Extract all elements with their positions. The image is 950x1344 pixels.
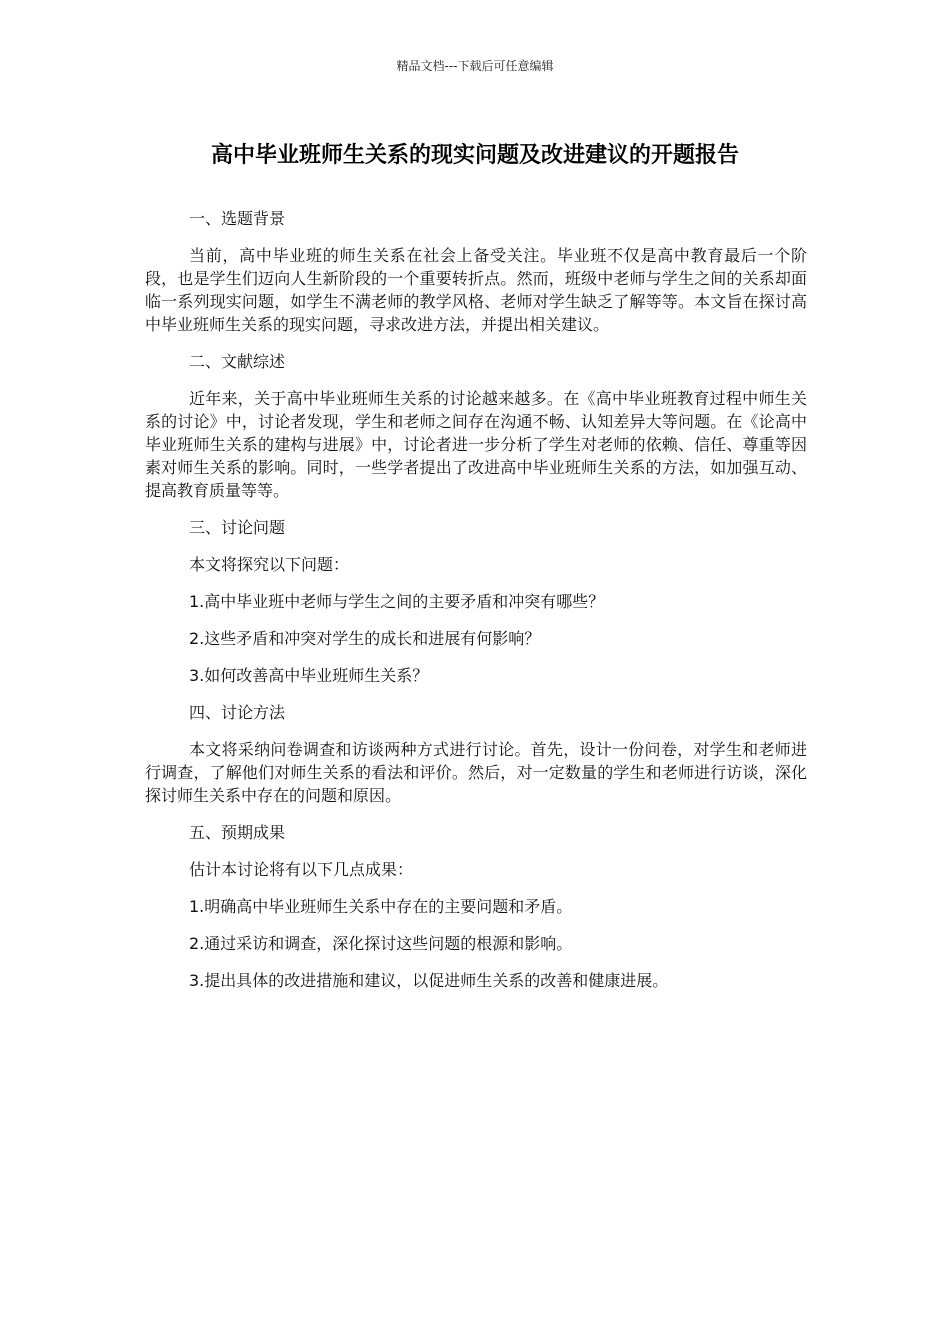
section-heading-questions: 三、讨论问题 (189, 518, 286, 537)
section-heading-background: 一、选题背景 (189, 209, 286, 228)
document-body (145, 207, 807, 1006)
section-paragraph-literature: 近年来，关于高中毕业班师生关系的讨论越来越多。在《高中毕业班教育过程中师生关系的讨论》中，讨论者发现，学生和老师之间存在沟通不畅、认知差异大等问题。在《论高中毕业班师生关系的建构与进展》中，讨论者进一步分析了学生对老师的依赖、信任、尊重等因素对师生关系的影响。同时，一些学者提出了改进高中毕业班师生关系的方法，如加强互动、提高教育质量等等。 (145, 389, 807, 500)
document-title: 高中毕业班师生关系的现实问题及改进建议的开题报告 (210, 143, 739, 168)
outcomes-intro: 估计本讨论将有以下几点成果： (189, 860, 414, 879)
section-heading-outcomes: 五、预期成果 (189, 823, 286, 842)
outcome-item: 3.提出具体的改进措施和建议，以促进师生关系的改善和健康进展。 (189, 971, 669, 990)
questions-intro: 本文将探究以下问题： (189, 555, 350, 574)
section-heading-literature: 二、文献综述 (189, 352, 286, 371)
question-item: 1.高中毕业班中老师与学生之间的主要矛盾和冲突有哪些？ (189, 592, 605, 611)
section-heading-methods: 四、讨论方法 (189, 703, 286, 722)
section-paragraph-background: 当前，高中毕业班的师生关系在社会上备受关注。毕业班不仅是高中教育最后一个阶段，也是学生们迈向人生新阶段的一个重要转折点。然而，班级中老师与学生之间的关系却面临一系列现实问题，如学生不满老师的教学风格、老师对学生缺乏了解等等。本文旨在探讨高中毕业班师生关系的现实问题，寻求改进方法，并提出相关建议。 (145, 246, 807, 334)
section-paragraph-methods: 本文将采纳问卷调查和访谈两种方式进行讨论。首先，设计一份问卷，对学生和老师进行调查，了解他们对师生关系的看法和评价。然后，对一定数量的学生和老师进行访谈，深化探讨师生关系中存在的问题和原因。 (145, 740, 807, 805)
question-item: 2.这些矛盾和冲突对学生的成长和进展有何影响？ (189, 629, 541, 648)
header-note: 精品文档---下载后可任意编辑 (396, 59, 554, 73)
question-item: 3.如何改善高中毕业班师生关系？ (189, 666, 429, 685)
outcome-item: 2.通过采访和调查，深化探讨这些问题的根源和影响。 (189, 934, 573, 953)
outcome-item: 1.明确高中毕业班师生关系中存在的主要问题和矛盾。 (189, 897, 573, 916)
